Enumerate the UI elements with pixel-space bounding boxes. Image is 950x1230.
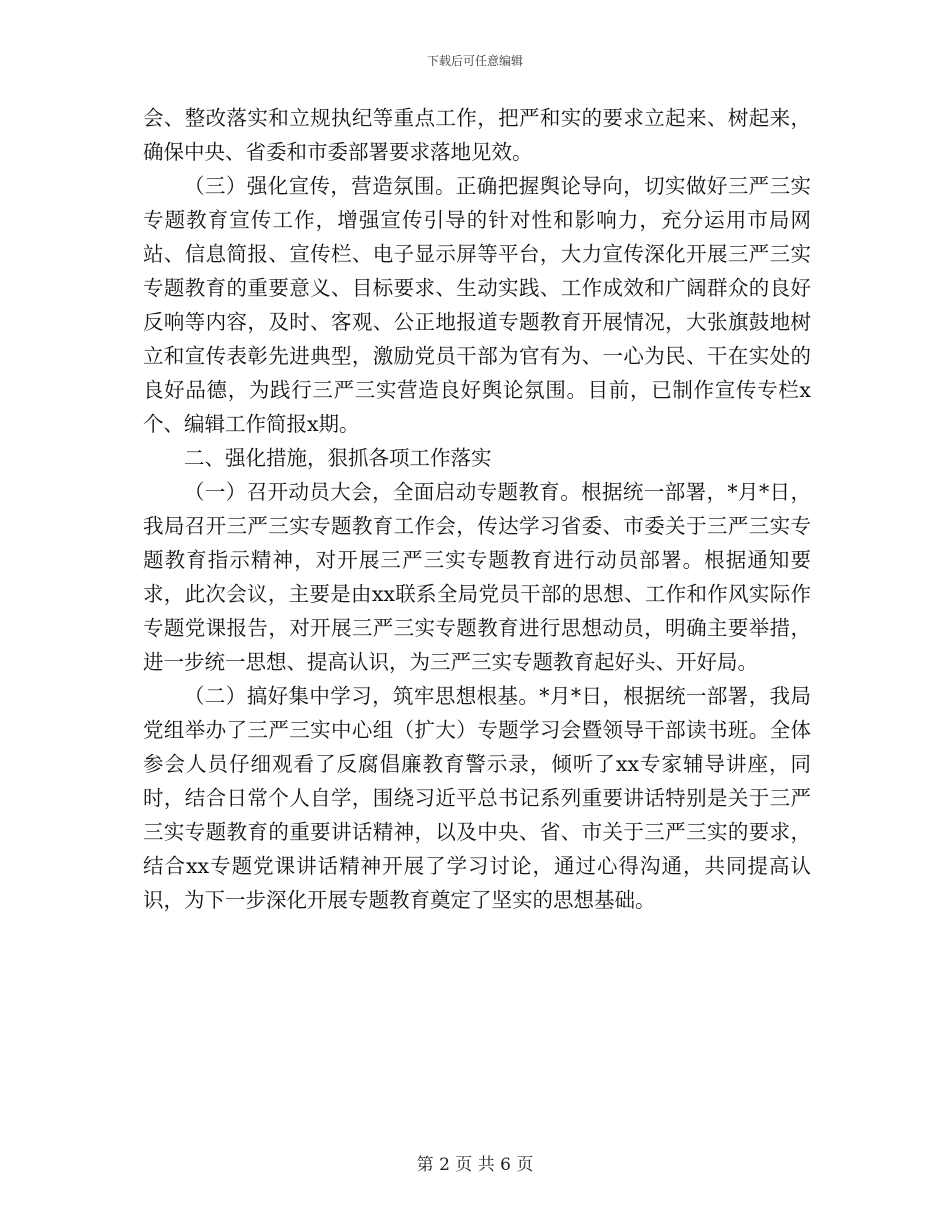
paragraph-publicity: （三）强化宣传，营造氛围。正确把握舆论导向，切实做好三严三实专题教育宣传工作，增强宣传引导的针对性和影响力，充分运用市局网站、信息简报、宣传栏、电子显示屏等平台，大力宣传深化开展三严三实专题教育的重要意义、目标要求、生动实践、工作成效和广阔群众的良好反响等内容，及时、客观、公正地报道专题教育开展情况，大张旗鼓地树立和宣传表彰先进典型，激励党员干部为官有为、一心为民、干在实处的良好品德，为践行三严三实营造良好舆论氛围。目前，已制作宣传专栏x个、编辑工作简报x期。 (143, 174, 811, 436)
paragraph-mobilization: （一）召开动员大会，全面启动专题教育。根据统一部署，*月*日，我局召开三严三实专题教育工作会，传达学习省委、市委关于三严三实专题教育指示精神，对开展三严三实专题教育进行动员部署。根据通知要求，此次会议，主要是由xx联系全局党员干部的思想、工作和作风实际作专题党课报告，对开展三严三实专题教育进行思想动员，明确主要举措，进一步统一思想、提高认识，为三严三实专题教育起好头、开好局。 (143, 480, 811, 674)
document-body (143, 101, 811, 917)
paragraph-continuation: 会、整改落实和立规执纪等重点工作，把严和实的要求立起来、树起来，确保中央、省委和市委部署要求落地见效。 (143, 106, 811, 164)
section-heading: 二、强化措施，狠抓各项工作落实 (184, 446, 492, 470)
page-header-note: 下载后可任意编辑 (426, 54, 523, 68)
page-number-footer: 第 2 页 共 6 页 (416, 1155, 534, 1175)
paragraph-study: （二）搞好集中学习，筑牢思想根基。*月*日，根据统一部署，我局党组举办了三严三实中心组（扩大）专题学习会暨领导干部读书班。全体参会人员仔细观看了反腐倡廉教育警示录，倾听了xx专家辅导讲座，同时，结合日常个人自学，围绕习近平总书记系列重要讲话特别是关于三严三实专题教育的重要讲话精神，以及中央、省、市关于三严三实的要求，结合xx专题党课讲话精神开展了学习讨论，通过心得沟通，共同提高认识，为下一步深化开展专题教育奠定了坚实的思想基础。 (143, 684, 811, 912)
